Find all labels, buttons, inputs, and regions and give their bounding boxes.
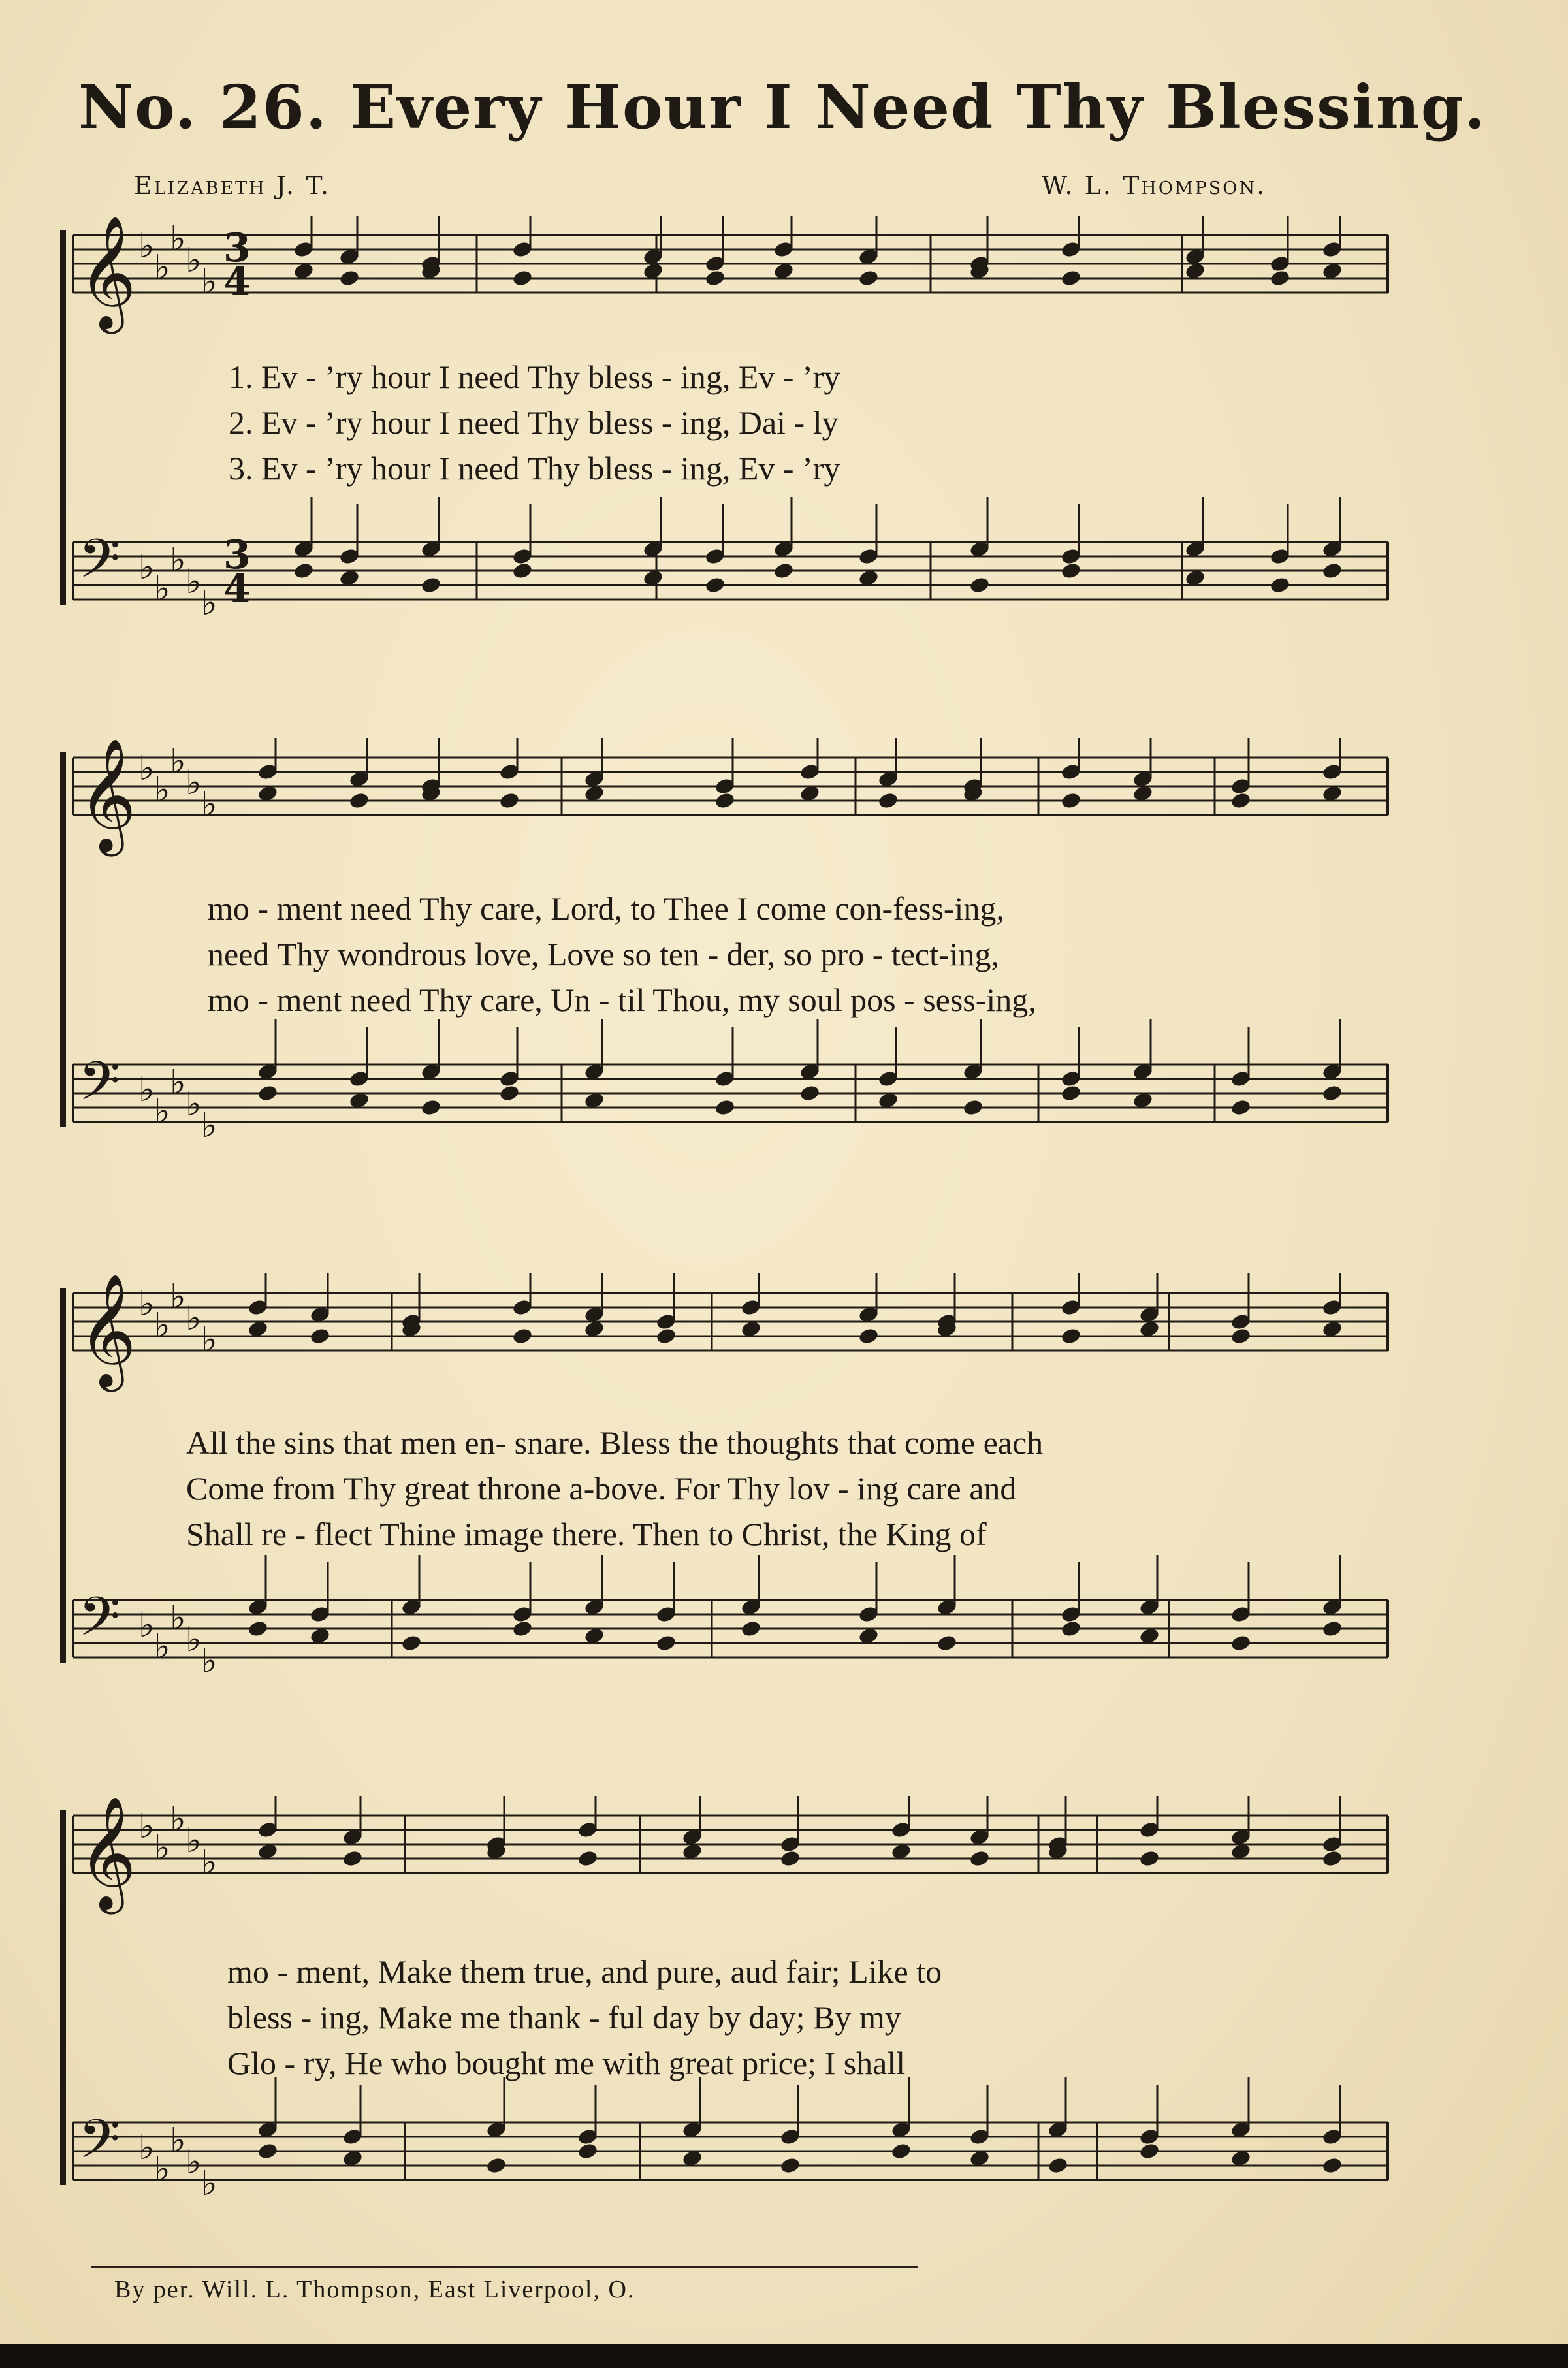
- lyric-verse-3: 3. Ev - ’ry hour I need Thy bless - ing, Ev - ’ry: [229, 450, 840, 487]
- note-head: [1060, 792, 1081, 810]
- treble-clef-icon: 𝄞: [78, 216, 136, 329]
- note-head: [779, 2156, 801, 2175]
- flat-sign-icon: ♭: [201, 1843, 217, 1882]
- scan-edge: [0, 2344, 1568, 2368]
- lyricist-credit: Elizabeth J. T.: [134, 171, 331, 200]
- note-head: [309, 1327, 330, 1345]
- flat-sign-icon: ♭: [138, 749, 155, 788]
- flat-sign-icon: ♭: [154, 1092, 170, 1131]
- note-head: [1060, 1084, 1081, 1102]
- lyric-verse-3: Glo - ry, He who bought me with great price; I shall: [227, 2045, 906, 2081]
- note-head: [338, 269, 360, 287]
- lyric-verse-3: mo - ment need Thy care, Un - til Thou, my soul pos - sess-ing,: [208, 982, 1036, 1018]
- system-bracket: [60, 752, 66, 1127]
- note-head: [400, 1634, 422, 1652]
- note-head: [577, 1849, 598, 1868]
- note-head: [577, 2142, 598, 2160]
- lyric-verse-3: Shall re - flect Thine image there. Then to Christ, the King of: [186, 1516, 987, 1552]
- hymn-title: No. 26. Every Hour I Need Thy Blessing.: [78, 72, 1487, 142]
- flat-sign-icon: ♭: [170, 219, 186, 259]
- flat-sign-icon: ♭: [154, 1306, 170, 1345]
- flat-sign-icon: ♭: [138, 2128, 155, 2168]
- note-head: [1269, 576, 1290, 594]
- flat-sign-icon: ♭: [170, 1277, 186, 1317]
- system-bracket: [60, 1288, 66, 1663]
- lyric-verse-1: 1. Ev - ’ry hour I need Thy bless - ing, Ev - ’ry: [229, 359, 840, 395]
- flat-sign-icon: ♭: [154, 1627, 170, 1667]
- note-head: [1047, 2156, 1068, 2175]
- flat-sign-icon: ♭: [138, 227, 155, 266]
- note-head: [1060, 269, 1081, 287]
- note-head: [799, 1084, 820, 1102]
- flat-sign-icon: ♭: [185, 1620, 202, 1659]
- flat-sign-icon: ♭: [201, 584, 217, 623]
- bass-clef-icon: 𝄢: [78, 2107, 121, 2184]
- note-head: [857, 269, 879, 287]
- note-head: [485, 2156, 507, 2175]
- bass-clef-icon: 𝄢: [78, 527, 121, 603]
- note-head: [1138, 1849, 1160, 1868]
- flat-sign-icon: ♭: [201, 263, 217, 302]
- note-head: [1060, 562, 1081, 580]
- note-head: [1321, 1849, 1343, 1868]
- flat-sign-icon: ♭: [185, 1299, 202, 1338]
- note-head: [247, 1620, 268, 1638]
- bass-clef-icon: 𝄢: [78, 1049, 121, 1126]
- flat-sign-icon: ♭: [170, 2121, 186, 2160]
- note-head: [857, 1327, 879, 1345]
- system-bracket: [60, 1810, 66, 2185]
- flat-sign-icon: ♭: [170, 1063, 186, 1102]
- footer-rule: [91, 2266, 918, 2268]
- flat-sign-icon: ♭: [138, 548, 155, 587]
- bass-clef-icon: 𝄢: [78, 1585, 121, 1661]
- flat-sign-icon: ♭: [138, 1606, 155, 1645]
- treble-clef-icon: 𝄞: [78, 738, 136, 852]
- note-head: [968, 576, 990, 594]
- note-head: [1230, 1098, 1251, 1117]
- flat-sign-icon: ♭: [201, 785, 217, 824]
- flat-sign-icon: ♭: [154, 569, 170, 609]
- lyric-verse-2: bless - ing, Make me thank - ful day by day; By my: [227, 1999, 901, 2036]
- note-head: [498, 1084, 520, 1102]
- note-head: [348, 792, 370, 810]
- flat-sign-icon: ♭: [201, 2164, 217, 2203]
- note-head: [420, 576, 441, 594]
- flat-sign-icon: ♭: [201, 1320, 217, 1360]
- note-head: [779, 1849, 801, 1868]
- note-head: [1321, 1084, 1343, 1102]
- lyric-verse-1: mo - ment need Thy care, Lord, to Thee I come con-fess-ing,: [208, 890, 1004, 927]
- flat-sign-icon: ♭: [138, 1070, 155, 1110]
- composer-credit: W. L. Thompson.: [1042, 171, 1267, 200]
- note-head: [1138, 2142, 1160, 2160]
- treble-clef-icon: 𝄞: [78, 1796, 136, 1910]
- flat-sign-icon: ♭: [138, 1807, 155, 1846]
- note-head: [511, 269, 533, 287]
- flat-sign-icon: ♭: [138, 1285, 155, 1324]
- time-signature-bottom: 4: [223, 259, 251, 305]
- note-head: [773, 562, 794, 580]
- flat-sign-icon: ♭: [185, 562, 202, 601]
- flat-sign-icon: ♭: [185, 1085, 202, 1124]
- flat-sign-icon: ♭: [154, 771, 170, 810]
- note-head: [968, 1849, 990, 1868]
- flat-sign-icon: ♭: [185, 763, 202, 803]
- note-head: [877, 792, 899, 810]
- flat-sign-icon: ♭: [170, 1599, 186, 1638]
- note-head: [420, 1098, 441, 1117]
- note-head: [257, 1084, 278, 1102]
- note-head: [655, 1327, 677, 1345]
- note-head: [1321, 2156, 1343, 2175]
- flat-sign-icon: ♭: [201, 1642, 217, 1681]
- note-head: [704, 269, 726, 287]
- lyric-verse-1: All the sins that men en- snare. Bless the thoughts that come each: [186, 1424, 1044, 1461]
- flat-sign-icon: ♭: [201, 1106, 217, 1145]
- note-head: [714, 792, 735, 810]
- note-head: [342, 1849, 363, 1868]
- note-head: [890, 2142, 912, 2160]
- time-signature-top: 3: [223, 532, 251, 578]
- note-head: [511, 1620, 533, 1638]
- note-head: [498, 792, 520, 810]
- flat-sign-icon: ♭: [154, 248, 170, 287]
- note-head: [1321, 562, 1343, 580]
- note-head: [962, 1098, 984, 1117]
- flat-sign-icon: ♭: [170, 541, 186, 580]
- note-head: [1269, 269, 1290, 287]
- treble-clef-icon: 𝄞: [78, 1273, 136, 1387]
- note-head: [1230, 1327, 1251, 1345]
- note-head: [257, 2142, 278, 2160]
- flat-sign-icon: ♭: [154, 1829, 170, 1868]
- flat-sign-icon: ♭: [170, 742, 186, 781]
- note-head: [936, 1634, 957, 1652]
- flat-sign-icon: ♭: [185, 1821, 202, 1861]
- note-head: [511, 562, 533, 580]
- flat-sign-icon: ♭: [170, 1800, 186, 1839]
- note-head: [1321, 1620, 1343, 1638]
- time-signature-bottom: 4: [223, 566, 251, 612]
- note-head: [293, 562, 314, 580]
- note-head: [740, 1620, 761, 1638]
- lyric-verse-2: need Thy wondrous love, Love so ten - der, so pro - tect-ing,: [208, 936, 1000, 972]
- note-head: [704, 576, 726, 594]
- note-head: [1230, 792, 1251, 810]
- lyric-verse-2: Come from Thy great throne a-bove. For Thy lov - ing care and: [186, 1470, 1017, 1507]
- note-head: [655, 1634, 677, 1652]
- time-signature-top: 3: [223, 225, 251, 271]
- note-head: [1060, 1620, 1081, 1638]
- permission-footer: By per. Will. L. Thompson, East Liverpool, O.: [114, 2276, 635, 2303]
- flat-sign-icon: ♭: [154, 2150, 170, 2189]
- flat-sign-icon: ♭: [185, 2143, 202, 2182]
- lyric-verse-2: 2. Ev - ’ry hour I need Thy bless - ing, Dai - ly: [229, 404, 839, 441]
- flat-sign-icon: ♭: [185, 241, 202, 280]
- note-head: [1230, 1634, 1251, 1652]
- lyric-verse-1: mo - ment, Make them true, and pure, aud fair; Like to: [227, 1953, 942, 1990]
- note-head: [511, 1327, 533, 1345]
- note-head: [1060, 1327, 1081, 1345]
- note-head: [714, 1098, 735, 1117]
- system-bracket: [60, 230, 66, 605]
